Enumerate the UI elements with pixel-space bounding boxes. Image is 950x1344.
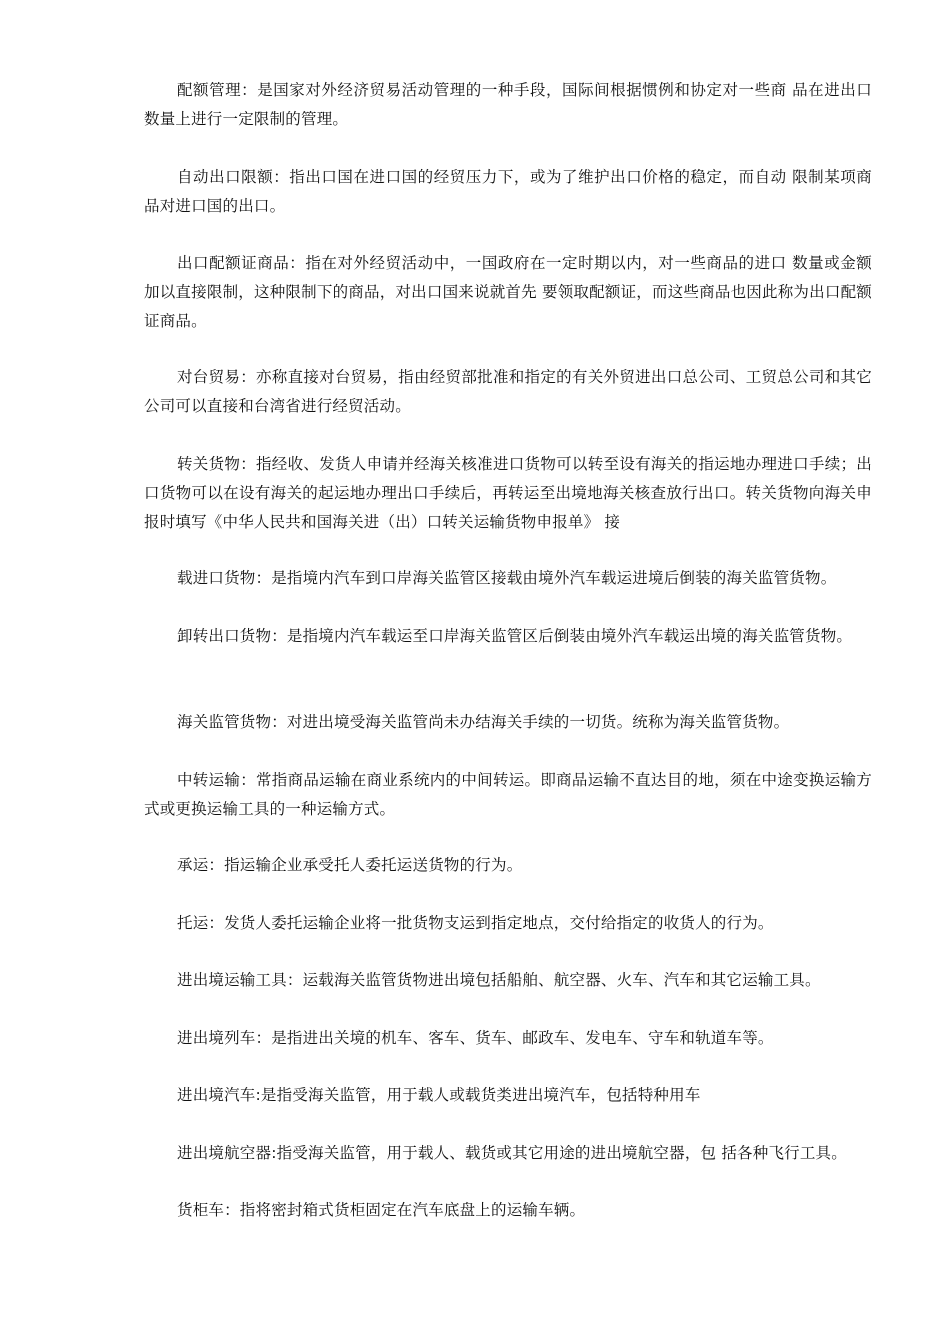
paragraph-transit-goods: 转关货物：指经收、发货人申请并经海关核准进口货物可以转至设有海关的指运地办理进口手续；出口货物可以在设有海关的起运地办理出口手续后，再转运至出境地海关核查放行出口。转关货物向海关申报时填写《中华人民共和国海关进（出）口转关运输货物申报单》 接 [144, 455, 872, 531]
paragraph-quota-management: 配额管理：是国家对外经济贸易活动管理的一种手段，国际间根据惯例和协定对一些商 品在进出口数量上进行一定限制的管理。 [144, 81, 872, 128]
paragraph-voluntary-export-restraint: 自动出口限额：指出口国在进口国的经贸压力下，或为了维护出口价格的稳定，而自动 限制某项商品对进口国的出口。 [144, 168, 872, 215]
paragraph-customs-supervised-goods: 海关监管货物：对进出境受海关监管尚未办结海关手续的一切货。统称为海关监管货物。 [177, 713, 790, 731]
paragraph-aircraft: 进出境航空器:指受海关监管，用于载人、载货或其它用途的进出境航空器，包 括各种飞行工具。 [177, 1144, 847, 1162]
paragraph-export-quota-goods: 出口配额证商品：指在对外经贸活动中，一国政府在一定时期以内，对一些商品的进口 数量或金额加以直接限制，这种限制下的商品，对出口国来说就首先 要领取配额证，而这些商品也因此称为出口配额证商品。 [144, 254, 872, 330]
paragraph-transshipment: 中转运输：常指商品运输在商业系统内的中间转运。即商品运输不直达目的地，须在中途变换运输方式或更换运输工具的一种运输方式。 [144, 771, 872, 818]
paragraph-trains: 进出境列车：是指进出关境的机车、客车、货车、邮政车、发电车、守车和轨道车等。 [177, 1029, 774, 1047]
paragraph-consignment: 托运：发货人委托运输企业将一批货物支运到指定地点，交付给指定的收货人的行为。 [177, 914, 774, 932]
paragraph-export-unloading-goods: 卸转出口货物：是指境内汽车载运至口岸海关监管区后倒装由境外汽车载运出境的海关监管货物。 [177, 627, 853, 645]
paragraph-automobiles: 进出境汽车:是指受海关监管，用于载人或载货类进出境汽车，包括特种用车 [177, 1086, 701, 1104]
paragraph-transport-vehicles: 进出境运输工具：运载海关监管货物进出境包括船舶、航空器、火车、汽车和其它运输工具。 [177, 971, 821, 989]
paragraph-import-loading-goods: 载进口货物：是指境内汽车到口岸海关监管区接载由境外汽车载运进境后倒装的海关监管货物。 [177, 569, 837, 587]
paragraph-carriage: 承运：指运输企业承受托人委托运送货物的行为。 [177, 856, 523, 874]
paragraph-container-truck: 货柜车：指将密封箱式货柜固定在汽车底盘上的运输车辆。 [177, 1201, 586, 1219]
paragraph-taiwan-trade: 对台贸易：亦称直接对台贸易，指由经贸部批准和指定的有关外贸进出口总公司、工贸总公司和其它公司可以直接和台湾省进行经贸活动。 [144, 368, 872, 415]
